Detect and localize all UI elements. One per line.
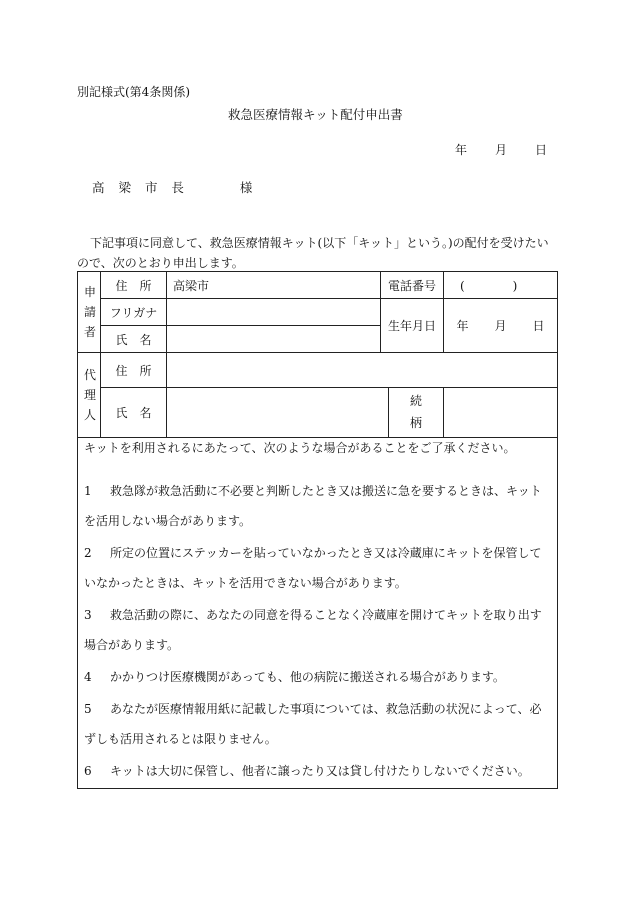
- date-year: 年: [455, 143, 468, 157]
- furigana-field[interactable]: [167, 299, 381, 326]
- addressee-name: 高 梁 市 長: [92, 180, 184, 195]
- applicant-address-row: [78, 272, 558, 299]
- birthdate-year: 年: [456, 319, 469, 333]
- agent-address-label: 住 所: [101, 353, 167, 388]
- notes-heading: キットを利用されるにあたって、次のような場合があることをご了承ください。: [84, 441, 516, 455]
- addressee: [92, 178, 252, 196]
- applicant-name-field[interactable]: [167, 326, 381, 353]
- birthdate-day: 日: [532, 319, 545, 333]
- birthdate-field[interactable]: [444, 299, 558, 353]
- form-label: 別記様式(第4条関係): [77, 85, 190, 99]
- applicant-address-field[interactable]: 高梁市: [167, 272, 381, 299]
- birthdate-month: 月: [494, 319, 507, 333]
- phone-field[interactable]: ( ): [444, 272, 558, 299]
- relation-field[interactable]: [444, 388, 558, 438]
- phone-label: 電話番号: [381, 272, 444, 299]
- intro-text: 下記事項に同意して、救急医療情報キット(以下「キット」という。)の配付を受けたいので、次のとおり申出します。: [77, 236, 549, 270]
- note-item: 1 救急隊が救急活動に不必要と判断したとき又は搬送に急を要するときは、キットを活用しない場合があります。: [84, 484, 542, 528]
- note-item: 4 かかりつけ医療機関があっても、他の病院に搬送される場合があります。: [84, 670, 505, 684]
- date-month: 月: [495, 143, 508, 157]
- birthdate-label: 生年月日: [381, 299, 444, 353]
- agent-name-label: 氏 名: [101, 388, 167, 438]
- applicant-group-label: 申 請 者: [78, 272, 101, 353]
- furigana-label: フリガナ: [101, 299, 167, 326]
- notes-box: [78, 438, 558, 789]
- note-item: 5 あなたが医療情報用紙に記載した事項については、救急活動の状況によって、必ずしも活用されるとは限りません。: [84, 702, 542, 746]
- note-item: 6 キットは大切に保管し、他者に譲ったり又は貸し付けたりしないでください。: [84, 764, 530, 778]
- applicant-address-label: 住 所: [101, 272, 167, 299]
- agent-name-field[interactable]: [167, 388, 444, 438]
- date-line: [455, 141, 547, 158]
- application-form-table: [77, 271, 558, 789]
- applicant-furigana-row: [78, 299, 558, 326]
- date-day: 日: [535, 143, 548, 157]
- relation-label: 続 柄: [388, 388, 443, 437]
- document-title: 救急医療情報キット配付申出書: [228, 107, 403, 122]
- agent-address-field[interactable]: [167, 353, 558, 388]
- note-item: 3 救急活動の際に、あなたの同意を得ることなく冷蔵庫を開けてキットを取り出す場合があります。: [84, 608, 542, 652]
- notes-row: [78, 438, 558, 789]
- applicant-name-label: 氏 名: [101, 326, 167, 353]
- note-item: 2 所定の位置にステッカーを貼っていなかったとき又は冷蔵庫にキットを保管していなかったときは、キットを活用できない場合があります。: [84, 546, 542, 590]
- agent-address-row: [78, 353, 558, 388]
- agent-name-row: [78, 388, 558, 438]
- addressee-honorific: 様: [239, 180, 253, 195]
- agent-group-label: 代 理 人: [78, 353, 101, 438]
